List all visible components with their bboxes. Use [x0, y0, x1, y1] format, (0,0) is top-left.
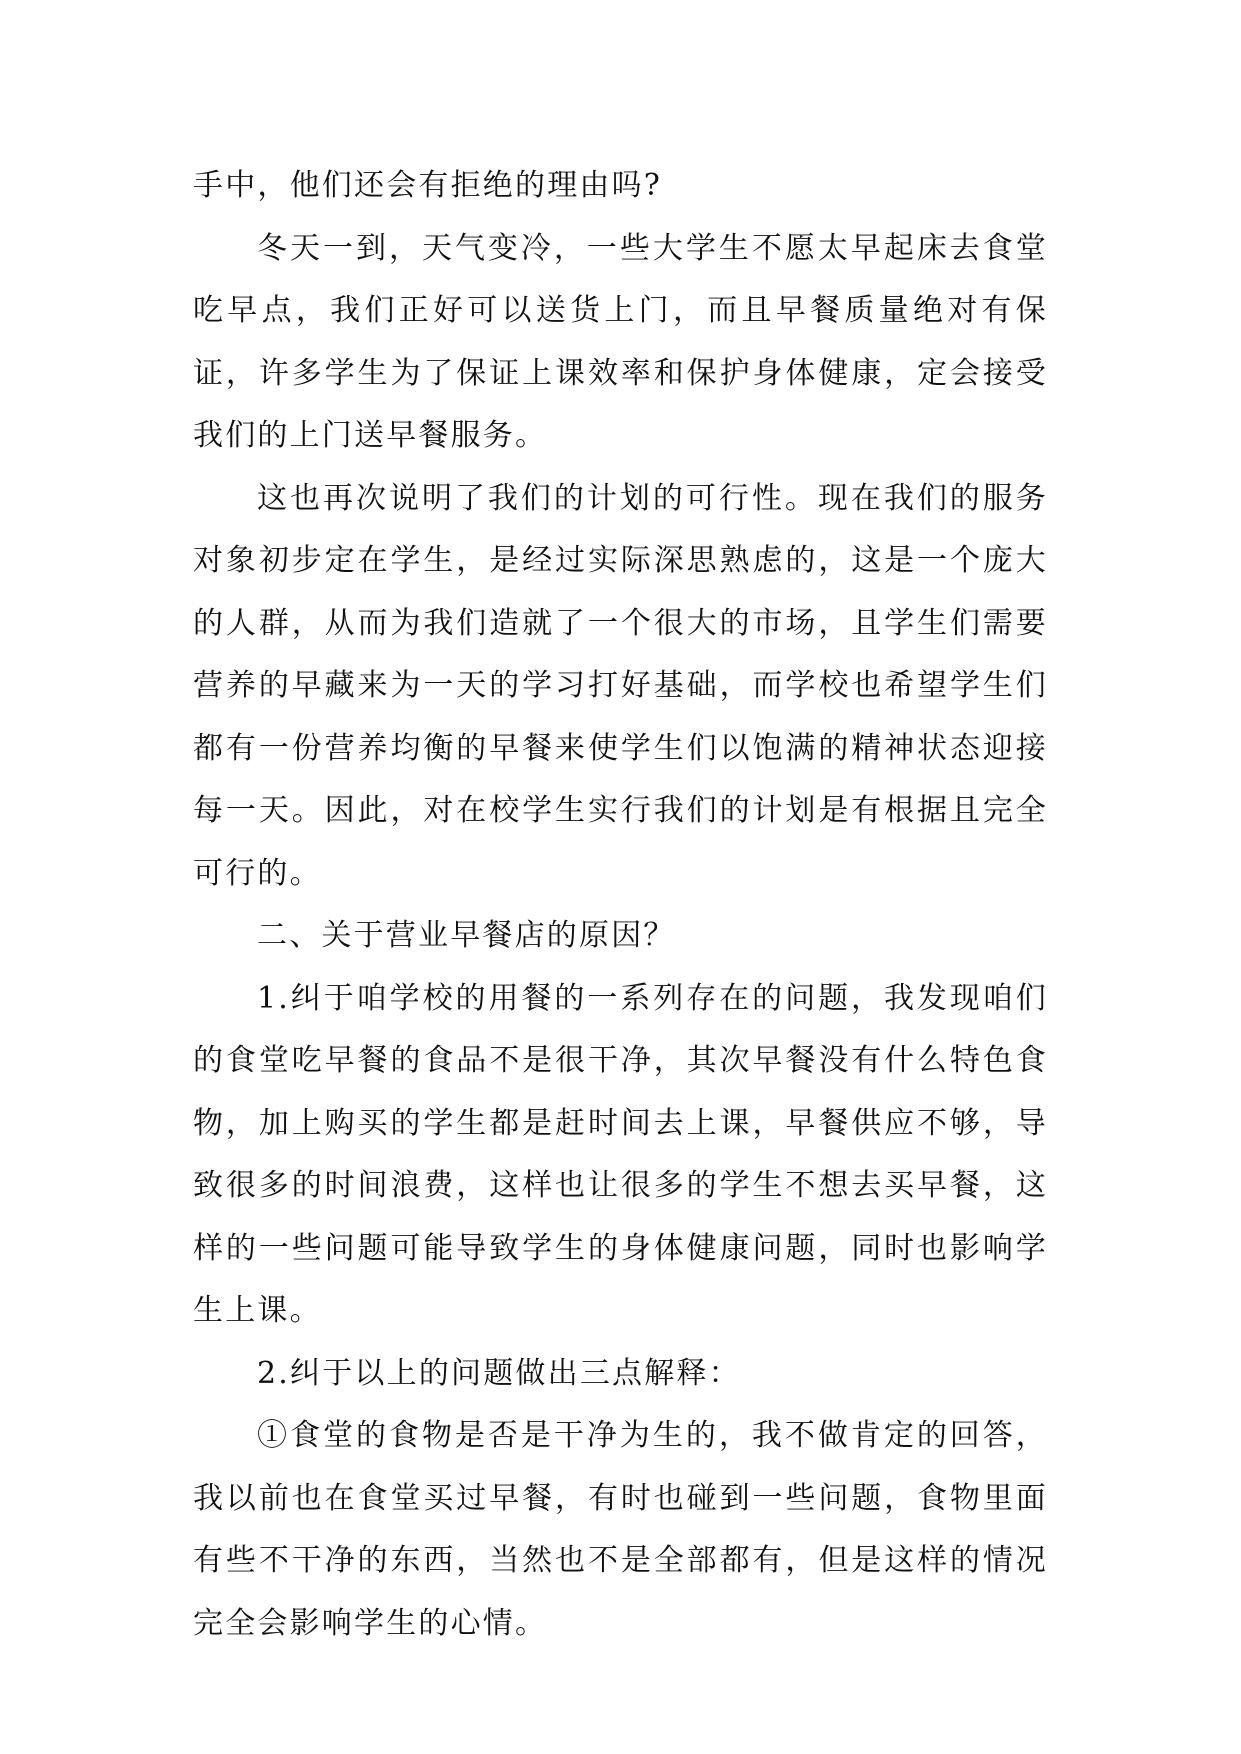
- paragraph-3: 这也再次说明了我们的计划的可行性。现在我们的服务对象初步定在学生，是经过实际深思熟虑的，这是一个庞大的人群，从而为我们造就了一个很大的市场，且学生们需要营养的早藏来为一天的学习打好基础，而学校也希望学生们都有一份营养均衡的早餐来使学生们以饱满的精神状态迎接每一天。因此，对在校学生实行我们的计划是有根据且完全可行的。: [193, 480, 1048, 891]
- paragraph-subpoint-1: ①食堂的食物是否是干净为生的，我不做肯定的回答，我以前也在食堂买过早餐，有时也碰到一些问题，食物里面有些不干净的东西，当然也不是全部都有，但是这样的情况完全会影响学生的心情。: [193, 1418, 1048, 1641]
- paragraph-1: 手中，他们还会有拒绝的理由吗?: [193, 168, 663, 203]
- body-text: [193, 155, 1048, 1655]
- paragraph-point-1: 1.纠于咱学校的用餐的一系列存在的问题，我发现咱们的食堂吃早餐的食品不是很干净，其次早餐没有什么特色食物，加上购买的学生都是赶时间去上课，早餐供应不够，导致很多的时间浪费，这样也让很多的学生不想去买早餐，这样的一些问题可能导致学生的身体健康问题，同时也影响学生上课。: [193, 980, 1048, 1328]
- paragraph-point-2: 2.纠于以上的问题做出三点解释：: [257, 1355, 741, 1391]
- section-heading-2: 二、关于营业早餐店的原因？: [257, 918, 676, 953]
- paragraph-2: 冬天一到，天气变冷，一些大学生不愿太早起床去食堂吃早点，我们正好可以送货上门，而且早餐质量绝对有保证，许多学生为了保证上课效率和保护身体健康，定会接受我们的上门送早餐服务。: [193, 230, 1048, 453]
